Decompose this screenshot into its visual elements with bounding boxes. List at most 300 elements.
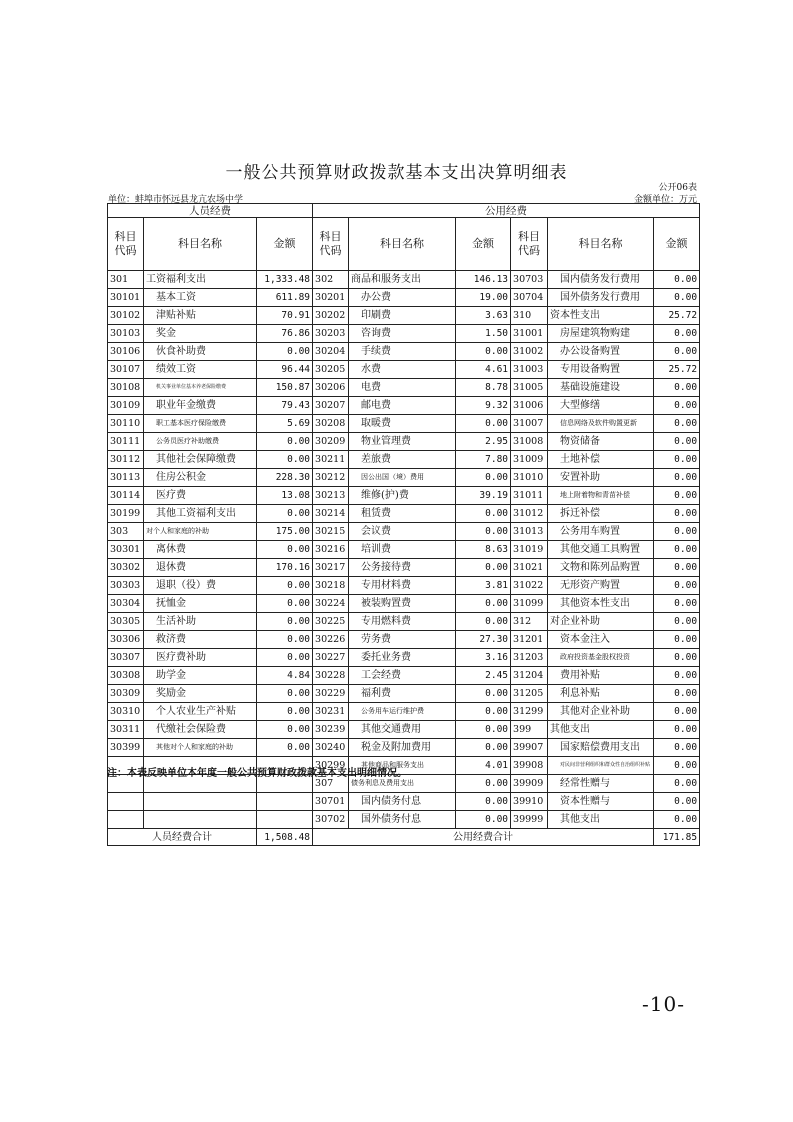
item-code: 30201: [313, 289, 349, 307]
item-amount: 0.00: [654, 379, 700, 397]
item-amount: 3.16: [456, 649, 511, 667]
table-row: [108, 361, 700, 379]
item-name: 资本金注入: [548, 631, 654, 649]
item-code: 30102: [108, 307, 144, 325]
table-row: [108, 325, 700, 343]
table-row: [108, 433, 700, 451]
item-amount: 76.86: [257, 325, 313, 343]
form-number: 公开06表: [658, 183, 697, 193]
table-row: [108, 595, 700, 613]
table-row: [108, 523, 700, 541]
item-code: 30203: [313, 325, 349, 343]
table-row: [108, 487, 700, 505]
item-name: 其他交通工具购置: [548, 541, 654, 559]
item-code: 30308: [108, 667, 144, 685]
item-code: 30704: [511, 289, 548, 307]
item-code: 39907: [511, 739, 548, 757]
item-amount: 1,333.48: [257, 271, 313, 289]
item-name: 培训费: [349, 541, 456, 559]
item-code: 31005: [511, 379, 548, 397]
item-amount: 0.00: [654, 451, 700, 469]
header-name: 科目名称: [548, 218, 654, 271]
item-amount: 0.00: [257, 739, 313, 757]
item-name: 国家赔偿费用支出: [548, 739, 654, 757]
item-amount: 19.00: [456, 289, 511, 307]
table-row: [108, 793, 700, 811]
item-name: 物资储备: [548, 433, 654, 451]
item-code: 30205: [313, 361, 349, 379]
item-name: 专用设备购置: [548, 361, 654, 379]
item-amount: 611.89: [257, 289, 313, 307]
item-amount: 5.69: [257, 415, 313, 433]
item-code: 31002: [511, 343, 548, 361]
item-code: 31011: [511, 487, 548, 505]
item-code: 31001: [511, 325, 548, 343]
item-amount: 8.63: [456, 541, 511, 559]
item-name: 公务员医疗补助缴费: [144, 433, 257, 451]
item-code: 30213: [313, 487, 349, 505]
item-code: 39999: [511, 811, 548, 829]
item-code: 30299: [313, 757, 349, 775]
table-row: [108, 685, 700, 703]
item-name: 专用燃料费: [349, 613, 456, 631]
item-name: 津贴补贴: [144, 307, 257, 325]
item-code: 30107: [108, 361, 144, 379]
item-name: 安置补助: [548, 469, 654, 487]
item-amount: 0.00: [257, 541, 313, 559]
item-name: 绩效工资: [144, 361, 257, 379]
item-amount: 0.00: [456, 469, 511, 487]
item-code: 30227: [313, 649, 349, 667]
table-title: 一般公共预算财政拨款基本支出决算明细表: [225, 163, 568, 183]
item-code: 30212: [313, 469, 349, 487]
item-amount: 0.00: [456, 793, 511, 811]
item-code: 30239: [313, 721, 349, 739]
item-amount: 0.00: [654, 577, 700, 595]
item-amount: 0.00: [456, 703, 511, 721]
item-amount: 0.00: [654, 631, 700, 649]
item-amount: [257, 811, 313, 829]
item-amount: 0.00: [257, 685, 313, 703]
item-name: 工资福利支出: [144, 271, 257, 289]
item-name: 住房公积金: [144, 469, 257, 487]
item-name: 退休费: [144, 559, 257, 577]
item-code: 30307: [108, 649, 144, 667]
item-name: 其他对个人和家庭的补助: [144, 739, 257, 757]
table-row: [108, 649, 700, 667]
item-name: 经常性赠与: [548, 775, 654, 793]
item-code: 399: [511, 721, 548, 739]
item-name: 公务接待费: [349, 559, 456, 577]
item-name: 机关事业单位基本养老保险缴费: [144, 379, 257, 397]
item-code: 30109: [108, 397, 144, 415]
item-name: 其他对企业补助: [548, 703, 654, 721]
item-name: 资本性支出: [548, 307, 654, 325]
item-amount: 70.91: [257, 307, 313, 325]
item-name: 大型修缮: [548, 397, 654, 415]
item-code: 30199: [108, 505, 144, 523]
item-amount: 0.00: [654, 721, 700, 739]
reporting-unit: 单位：蚌埠市怀远县龙亢农场中学: [108, 195, 244, 205]
item-name: 被装购置费: [349, 595, 456, 613]
personnel-total-value: 1,508.48: [257, 829, 313, 846]
table-row: [108, 541, 700, 559]
item-amount: 146.13: [456, 271, 511, 289]
item-name: 无形资产购置: [548, 577, 654, 595]
item-code: 31201: [511, 631, 548, 649]
item-code: 31022: [511, 577, 548, 595]
item-code: 31006: [511, 397, 548, 415]
item-code: 30399: [108, 739, 144, 757]
item-name: 取暖费: [349, 415, 456, 433]
item-name: 咨询费: [349, 325, 456, 343]
item-code: 301: [108, 271, 144, 289]
item-name: 信息网络及软件购置更新: [548, 415, 654, 433]
page-number: -10-: [642, 992, 685, 1016]
item-amount: 13.08: [257, 487, 313, 505]
item-amount: 0.00: [257, 631, 313, 649]
item-amount: 2.45: [456, 667, 511, 685]
item-code: 31299: [511, 703, 548, 721]
item-amount: 0.00: [257, 505, 313, 523]
item-amount: 0.00: [654, 289, 700, 307]
item-code: 30309: [108, 685, 144, 703]
item-name: 基本工资: [144, 289, 257, 307]
item-amount: 0.00: [654, 775, 700, 793]
item-amount: 0.00: [456, 739, 511, 757]
item-name: 福利费: [349, 685, 456, 703]
item-name: 对民间非营利组织和群众性自治组织补贴: [548, 757, 654, 775]
item-code: 30101: [108, 289, 144, 307]
item-amount: 0.00: [654, 811, 700, 829]
table-row: [108, 739, 700, 757]
item-amount: 0.00: [654, 415, 700, 433]
item-code: 39910: [511, 793, 548, 811]
amount-unit: 金额单位：万元: [633, 195, 697, 205]
item-code: 31007: [511, 415, 548, 433]
item-name: 地上附着物和青苗补偿: [548, 487, 654, 505]
item-name: 奖金: [144, 325, 257, 343]
item-code: 30311: [108, 721, 144, 739]
item-amount: 0.00: [654, 343, 700, 361]
item-amount: 0.00: [456, 595, 511, 613]
item-code: 30703: [511, 271, 548, 289]
item-name: 土地补偿: [548, 451, 654, 469]
item-name: 助学金: [144, 667, 257, 685]
item-amount: 0.00: [654, 649, 700, 667]
public-total-value: 171.85: [654, 829, 700, 846]
item-amount: [257, 793, 313, 811]
item-amount: 0.00: [654, 271, 700, 289]
item-amount: 0.00: [654, 793, 700, 811]
item-name: 工会经费: [349, 667, 456, 685]
item-code: 31203: [511, 649, 548, 667]
item-amount: 0.00: [257, 577, 313, 595]
item-code: 30209: [313, 433, 349, 451]
header-amount: 金额: [257, 218, 313, 271]
item-amount: 7.80: [456, 451, 511, 469]
item-amount: 0.00: [654, 595, 700, 613]
public-total-label: 公用经费合计: [313, 829, 654, 846]
table-row: [108, 289, 700, 307]
item-name: 基础设施建设: [548, 379, 654, 397]
item-code: 30114: [108, 487, 144, 505]
item-name: 租赁费: [349, 505, 456, 523]
item-code: 307: [313, 775, 349, 793]
item-name: 离休费: [144, 541, 257, 559]
item-code: 30106: [108, 343, 144, 361]
item-name: 对个人和家庭的补助: [144, 523, 257, 541]
item-code: [108, 793, 144, 811]
item-code: 30202: [313, 307, 349, 325]
item-code: 30207: [313, 397, 349, 415]
item-code: 31099: [511, 595, 548, 613]
item-amount: 0.00: [654, 469, 700, 487]
header-code: 科目代码: [108, 218, 144, 271]
item-name: 医疗费: [144, 487, 257, 505]
item-amount: 0.00: [654, 667, 700, 685]
item-amount: 0.00: [456, 685, 511, 703]
item-name: 办公设备购置: [548, 343, 654, 361]
item-name: 其他工资福利支出: [144, 505, 257, 523]
item-code: 31021: [511, 559, 548, 577]
item-code: 30701: [313, 793, 349, 811]
item-amount: 228.30: [257, 469, 313, 487]
item-code: 30113: [108, 469, 144, 487]
item-amount: 0.00: [654, 325, 700, 343]
item-amount: 0.00: [257, 595, 313, 613]
item-name: 文物和陈列品购置: [548, 559, 654, 577]
item-name: 费用补贴: [548, 667, 654, 685]
item-amount: 39.19: [456, 487, 511, 505]
item-name: 其他商品和服务支出: [349, 757, 456, 775]
item-name: 职工基本医疗保险缴费: [144, 415, 257, 433]
item-code: 30204: [313, 343, 349, 361]
item-amount: 4.61: [456, 361, 511, 379]
item-code: [108, 811, 144, 829]
item-code: 39908: [511, 757, 548, 775]
item-code: 31019: [511, 541, 548, 559]
item-amount: 0.00: [654, 685, 700, 703]
item-code: 30214: [313, 505, 349, 523]
item-name: 退职（役）费: [144, 577, 257, 595]
item-amount: 3.81: [456, 577, 511, 595]
totals-row: [108, 829, 700, 846]
item-code: 31204: [511, 667, 548, 685]
section-personnel: 人员经费: [108, 204, 313, 218]
item-amount: 0.00: [456, 775, 511, 793]
item-code: 30304: [108, 595, 144, 613]
item-code: 30217: [313, 559, 349, 577]
table-row: [108, 505, 700, 523]
table-row: [108, 631, 700, 649]
item-code: 30301: [108, 541, 144, 559]
item-name: 债务利息及费用支出: [349, 775, 456, 793]
table-row: [108, 559, 700, 577]
item-code: 312: [511, 613, 548, 631]
item-name: 个人农业生产补贴: [144, 703, 257, 721]
table-note: 注：本表反映单位本年度一般公共预算财政拨款基本支出明细情况。: [107, 768, 407, 779]
item-code: 30216: [313, 541, 349, 559]
header-name: 科目名称: [144, 218, 257, 271]
item-name: 国外债务付息: [349, 811, 456, 829]
table-row: [108, 271, 700, 289]
item-name: 代缴社会保险费: [144, 721, 257, 739]
table-row: [108, 451, 700, 469]
item-name: [144, 793, 257, 811]
item-code: 30228: [313, 667, 349, 685]
item-name: 水费: [349, 361, 456, 379]
item-name: 办公费: [349, 289, 456, 307]
item-amount: 0.00: [257, 343, 313, 361]
column-header-row: [108, 218, 700, 271]
item-name: 抚恤金: [144, 595, 257, 613]
item-code: 30306: [108, 631, 144, 649]
item-name: 手续费: [349, 343, 456, 361]
item-name: 国内债务发行费用: [548, 271, 654, 289]
item-code: 30108: [108, 379, 144, 397]
item-amount: 0.00: [654, 397, 700, 415]
item-amount: 8.78: [456, 379, 511, 397]
item-name: 医疗费补助: [144, 649, 257, 667]
item-name: 劳务费: [349, 631, 456, 649]
item-amount: 0.00: [456, 721, 511, 739]
item-code: 30103: [108, 325, 144, 343]
item-code: 30224: [313, 595, 349, 613]
table-row: [108, 613, 700, 631]
table-row: [108, 343, 700, 361]
item-name: 资本性赠与: [548, 793, 654, 811]
item-amount: 0.00: [456, 415, 511, 433]
table-row: [108, 379, 700, 397]
item-amount: 0.00: [257, 613, 313, 631]
item-code: 30226: [313, 631, 349, 649]
table-row: [108, 811, 700, 829]
item-name: 印刷费: [349, 307, 456, 325]
item-name: 其他支出: [548, 811, 654, 829]
item-code: 30302: [108, 559, 144, 577]
item-name: 国外债务发行费用: [548, 289, 654, 307]
header-code: 科目代码: [313, 218, 349, 271]
item-code: 31009: [511, 451, 548, 469]
item-code: 302: [313, 271, 349, 289]
item-name: 因公出国（境）费用: [349, 469, 456, 487]
item-amount: 9.32: [456, 397, 511, 415]
item-name: 奖励金: [144, 685, 257, 703]
section-header-row: [108, 204, 700, 218]
item-amount: 79.43: [257, 397, 313, 415]
item-amount: 0.00: [456, 343, 511, 361]
item-name: [144, 811, 257, 829]
table-row: [108, 469, 700, 487]
item-amount: 0.00: [257, 721, 313, 739]
item-name: 救济费: [144, 631, 257, 649]
item-code: 31003: [511, 361, 548, 379]
item-amount: 96.44: [257, 361, 313, 379]
item-amount: 0.00: [654, 559, 700, 577]
item-amount: 3.63: [456, 307, 511, 325]
item-name: 其他交通费用: [349, 721, 456, 739]
item-amount: 0.00: [456, 559, 511, 577]
table-row: [108, 307, 700, 325]
item-code: 30231: [313, 703, 349, 721]
item-name: 其他支出: [548, 721, 654, 739]
item-name: 拆迁补偿: [548, 505, 654, 523]
expenditure-table: [107, 203, 700, 846]
table-row: [108, 397, 700, 415]
item-code: 310: [511, 307, 548, 325]
header-amount: 金额: [456, 218, 511, 271]
item-name: 房屋建筑物购建: [548, 325, 654, 343]
header-name: 科目名称: [349, 218, 456, 271]
item-code: 30702: [313, 811, 349, 829]
item-amount: 0.00: [654, 433, 700, 451]
item-code: 30240: [313, 739, 349, 757]
section-public: 公用经费: [313, 204, 700, 218]
table-row: [108, 667, 700, 685]
item-amount: 0.00: [654, 523, 700, 541]
item-name: 电费: [349, 379, 456, 397]
item-amount: 0.00: [456, 505, 511, 523]
table-row: [108, 577, 700, 595]
table-row: [108, 721, 700, 739]
item-name: 利息补贴: [548, 685, 654, 703]
item-name: 专用材料费: [349, 577, 456, 595]
item-code: 30229: [313, 685, 349, 703]
header-amount: 金额: [654, 218, 700, 271]
item-name: 物业管理费: [349, 433, 456, 451]
item-amount: 0.00: [257, 433, 313, 451]
item-amount: 0.00: [257, 649, 313, 667]
item-code: 30110: [108, 415, 144, 433]
item-code: 31012: [511, 505, 548, 523]
item-name: 对企业补助: [548, 613, 654, 631]
item-name: 职业年金缴费: [144, 397, 257, 415]
item-amount: 0.00: [654, 703, 700, 721]
item-amount: 0.00: [456, 811, 511, 829]
item-name: 公务用车购置: [548, 523, 654, 541]
item-code: 31205: [511, 685, 548, 703]
table-row: [108, 415, 700, 433]
item-name: 差旅费: [349, 451, 456, 469]
item-name: 商品和服务支出: [349, 271, 456, 289]
item-name: 会议费: [349, 523, 456, 541]
item-code: 30206: [313, 379, 349, 397]
item-name: 伙食补助费: [144, 343, 257, 361]
item-code: 30303: [108, 577, 144, 595]
item-name: 委托业务费: [349, 649, 456, 667]
item-name: 邮电费: [349, 397, 456, 415]
item-amount: 0.00: [654, 757, 700, 775]
item-code: 30111: [108, 433, 144, 451]
item-amount: 0.00: [654, 739, 700, 757]
item-amount: 1.50: [456, 325, 511, 343]
item-name: 公务用车运行维护费: [349, 703, 456, 721]
item-code: 30112: [108, 451, 144, 469]
item-code: 30218: [313, 577, 349, 595]
item-name: 其他社会保障缴费: [144, 451, 257, 469]
item-code: 30208: [313, 415, 349, 433]
item-code: 30211: [313, 451, 349, 469]
item-code: 31013: [511, 523, 548, 541]
item-name: 其他资本性支出: [548, 595, 654, 613]
item-code: 31008: [511, 433, 548, 451]
item-amount: 0.00: [456, 523, 511, 541]
item-name: 政府投资基金股权投资: [548, 649, 654, 667]
item-amount: 27.30: [456, 631, 511, 649]
personnel-total-label: 人员经费合计: [108, 829, 257, 846]
table-row: [108, 703, 700, 721]
